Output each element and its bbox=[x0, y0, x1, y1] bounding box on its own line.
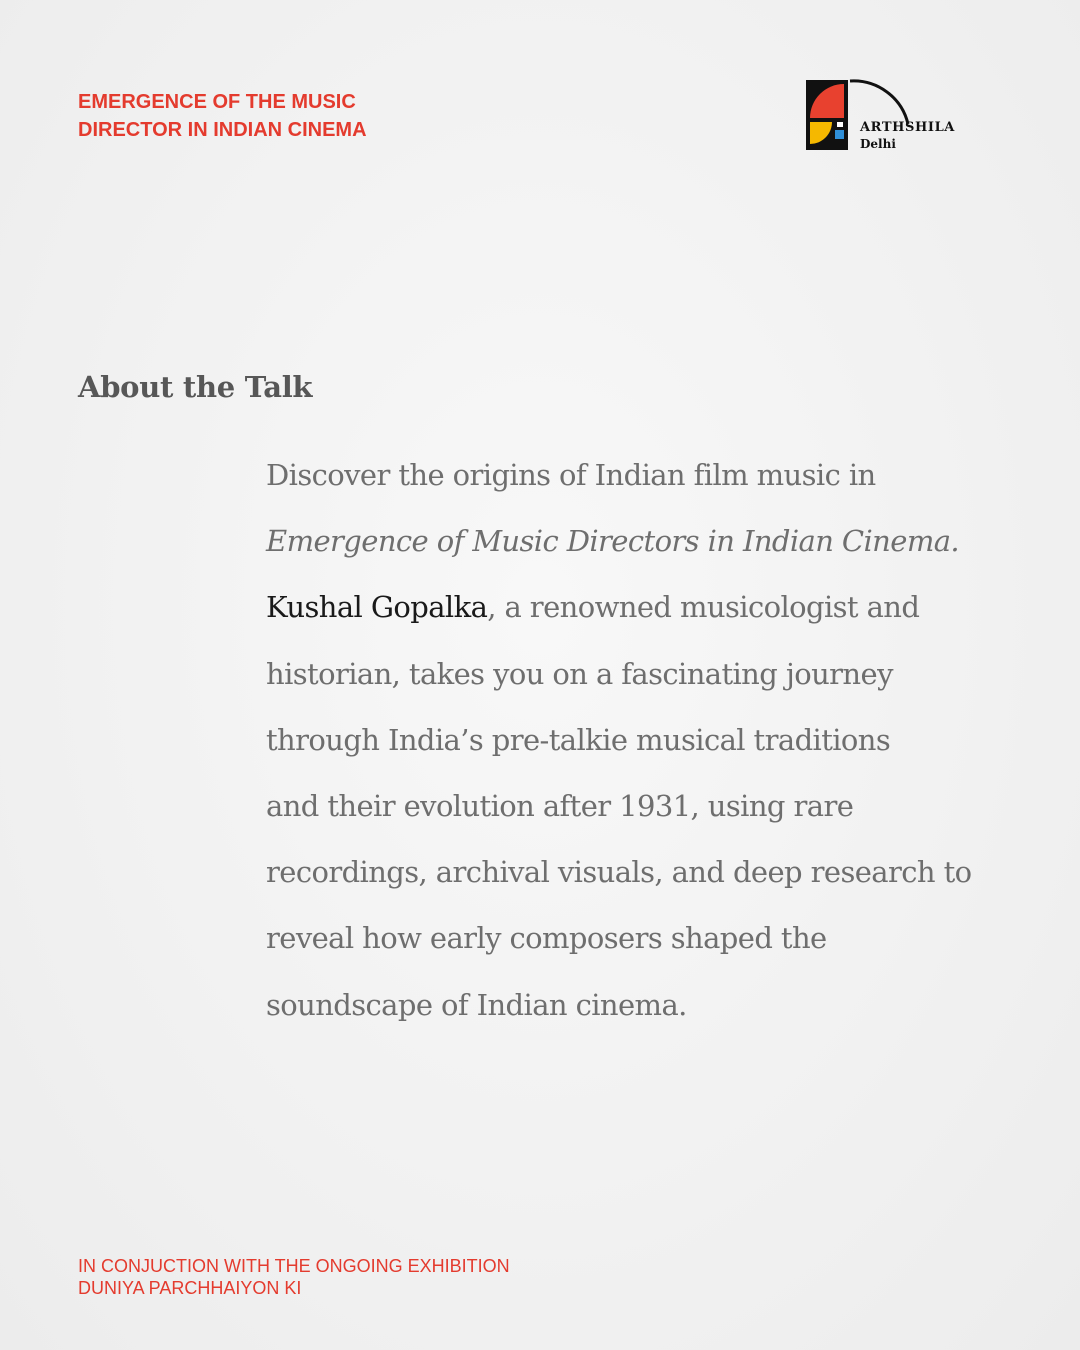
logo-name: ARTHSHILA bbox=[860, 120, 955, 135]
arthshila-logo bbox=[804, 78, 974, 158]
description-line: reveal how early composers shaped the bbox=[266, 921, 827, 956]
footer-line-1: IN CONJUCTION WITH THE ONGOING EXHIBITION bbox=[78, 1256, 510, 1276]
talk-description bbox=[266, 442, 1026, 1038]
description-line: through India’s pre-talkie musical traditions bbox=[266, 722, 891, 757]
event-title-line-2: DIRECTOR IN INDIAN CINEMA bbox=[78, 119, 367, 141]
description-line: soundscape of Indian cinema. bbox=[266, 987, 687, 1022]
exhibition-name: DUNIYA PARCHHAIYON KI bbox=[78, 1278, 302, 1298]
talk-title-italic: Emergence of Music Directors in Indian Cinema. bbox=[266, 524, 960, 559]
description-line: Discover the origins of Indian film music in bbox=[266, 458, 876, 492]
description-line: and their evolution after 1931, using rare bbox=[266, 789, 854, 824]
section-heading: About the Talk bbox=[78, 370, 313, 404]
event-title-line-1: EMERGENCE OF THE MUSIC bbox=[78, 91, 356, 113]
exhibition-footer bbox=[78, 1255, 510, 1299]
event-title bbox=[78, 88, 408, 144]
description-line: recordings, archival visuals, and deep research to bbox=[266, 855, 972, 890]
logo-city: Delhi bbox=[860, 137, 896, 151]
speaker-name: Kushal Gopalka bbox=[266, 590, 488, 625]
description-fragment: , a renowned musicologist and bbox=[487, 590, 920, 625]
description-line: historian, takes you on a fascinating journey bbox=[266, 656, 893, 691]
description-line bbox=[266, 574, 1026, 640]
